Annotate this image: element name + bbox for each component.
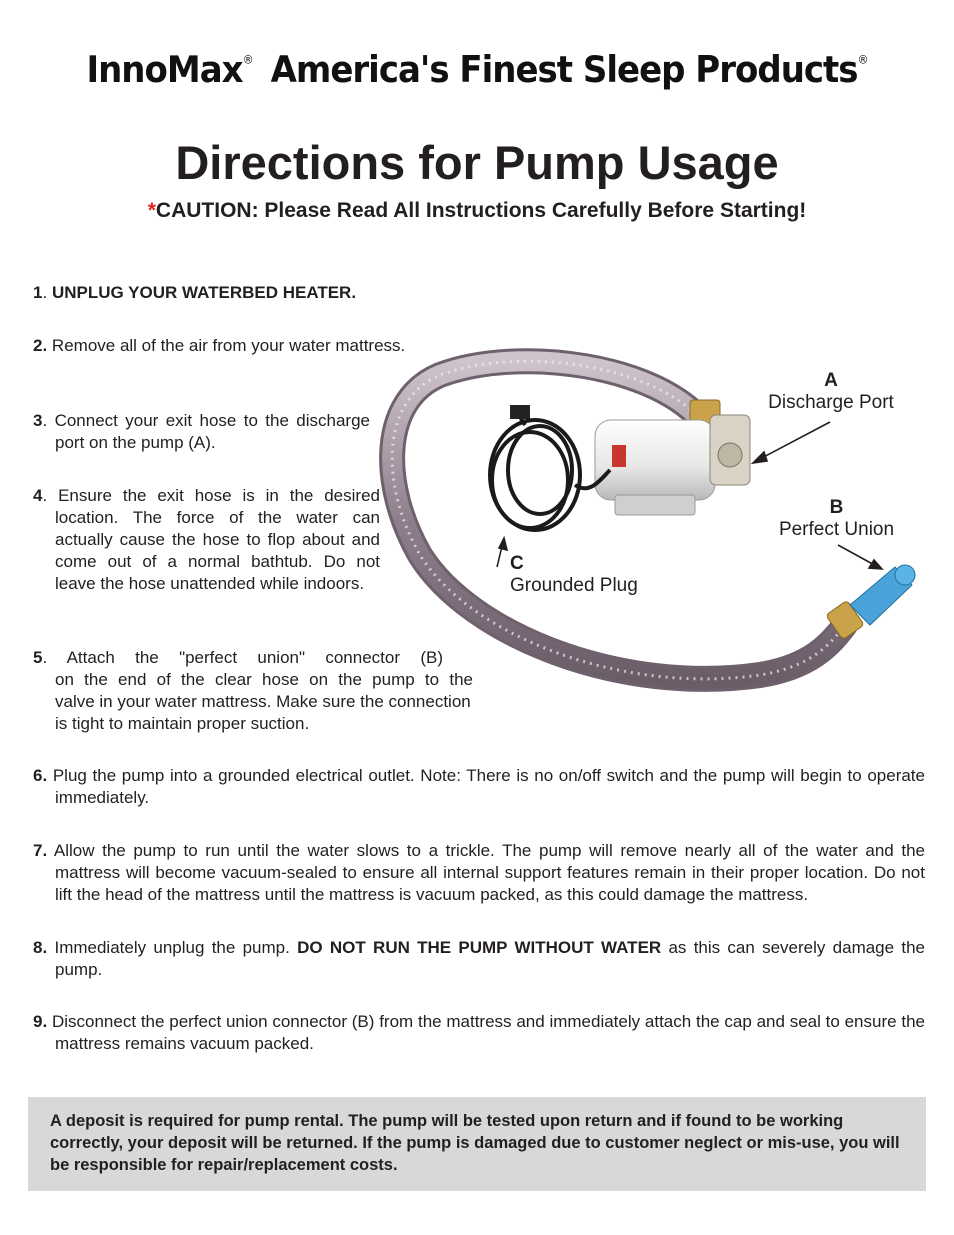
page-title: Directions for Pump Usage <box>175 136 779 189</box>
step-sep: . <box>42 283 48 302</box>
step-warning: DO NOT RUN THE PUMP WITHOUT WATER <box>297 938 662 957</box>
step-text: Disconnect the perfect union connector (B) from the mattress and immediately attach the cap and seal to ensure the mattress remains vacuum packed. <box>51 1012 925 1053</box>
step-3 <box>33 410 370 454</box>
step-text-line-3: valve in your water mattress. Make sure the connection <box>55 692 471 711</box>
grounded-plug-head <box>510 405 530 419</box>
step-text-line-4: is tight to maintain proper suction. <box>55 714 310 733</box>
caution-text: CAUTION: Please Read All Instructions Carefully Before Starting! <box>155 199 807 222</box>
label-c-name: Grounded Plug <box>510 575 638 596</box>
caution-line <box>0 199 954 223</box>
step-text: Ensure the exit hose is in the desired location. The force of the water can actually cause the hose to flop about and come out of a normal bathtub. Do not leave the hose unattended while indoors. <box>55 486 380 593</box>
step-number: 1 <box>33 283 43 302</box>
brand-tagline: America's Finest Sleep Products <box>270 48 858 92</box>
label-a <box>764 370 898 414</box>
step-text: UNPLUG YOUR WATERBED HEATER. <box>51 283 357 302</box>
step-text-before: Immediately unplug the pump. <box>54 938 290 957</box>
caution-star: * <box>147 199 156 222</box>
step-text: Remove all of the air from your water mattress. <box>51 336 406 355</box>
step-number: 6. <box>33 766 48 785</box>
perfect-union-connector <box>826 565 915 640</box>
step-sep: . <box>42 648 48 667</box>
brand-reg-mark: ® <box>242 52 253 67</box>
label-b-letter: B <box>829 497 844 518</box>
step-number: 4 <box>33 486 43 505</box>
label-a-letter: A <box>824 370 838 391</box>
label-b-name: Perfect Union <box>778 519 895 540</box>
step-number: 5 <box>33 648 43 667</box>
step-text: Connect your exit hose to the discharge port on the pump (A). <box>54 411 370 452</box>
step-1 <box>33 282 433 304</box>
step-sep: . <box>42 411 48 430</box>
brand-header <box>0 48 954 91</box>
deposit-notice: A deposit is required for pump rental. The pump will be tested upon return and if found to be working correctly, your deposit will be returned. If the pump is damaged due to customer neglect or mis-use, you will be responsible for repair/replacement costs. <box>28 1097 926 1191</box>
step-number: 9. <box>33 1012 48 1031</box>
step-4 <box>33 485 380 595</box>
step-number: 7. <box>33 841 48 860</box>
power-cord <box>490 417 610 530</box>
step-sep: . <box>42 486 48 505</box>
step-7 <box>33 840 925 906</box>
label-b <box>775 497 898 541</box>
step-number: 3 <box>33 411 43 430</box>
brand-name: InnoMax <box>86 48 243 92</box>
step-text-after: as this can severely damage the pump. <box>55 938 925 979</box>
step-number: 2. <box>33 336 48 355</box>
step-8 <box>33 937 925 981</box>
step-text: Allow the pump to run until the water slows to a trickle. The pump will remove nearly all of the water and the mattress will become vacuum-sealed to ensure all internal support features remain in their proper location. Do not lift the head of the mattress until the mattress is vacuum packed, as this could damage the mattress. <box>53 841 925 904</box>
step-text-line-2: on the end of the clear hose on the pump to the <box>55 670 473 689</box>
step-text: Plug the pump into a grounded electrical outlet. Note: There is no on/off switch and the pump will begin to operate immediately. <box>52 766 925 807</box>
step-9 <box>33 1011 925 1055</box>
label-c <box>510 553 638 597</box>
pump-body <box>595 415 750 515</box>
tagline-reg-mark: ® <box>857 52 868 67</box>
step-number: 8. <box>33 938 48 957</box>
step-6 <box>33 765 925 809</box>
label-c-letter: C <box>510 553 524 574</box>
step-text-line-1: Attach the "perfect union" connector (B) <box>66 648 443 667</box>
label-a-name: Discharge Port <box>768 392 894 413</box>
